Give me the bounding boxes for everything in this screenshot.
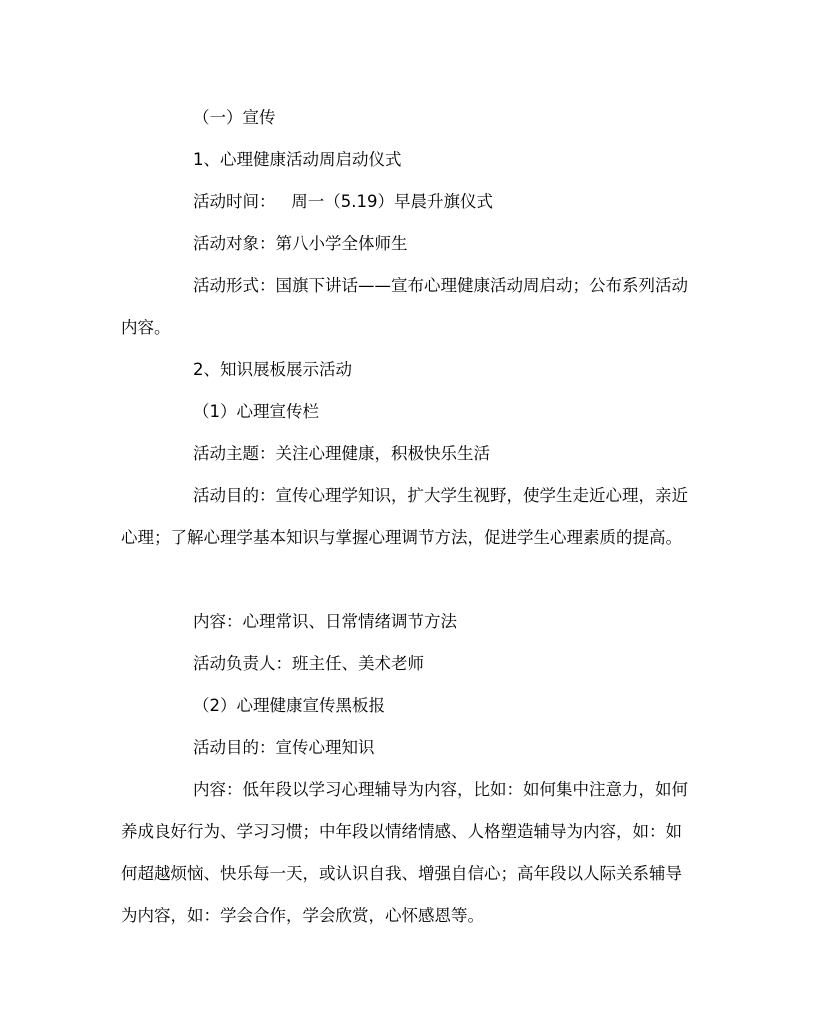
activity-target-line: 活动对象：第八小学全体师生 [193,234,408,253]
subheading-blackboard-newspaper: （2）心理健康宣传黑板报 [193,696,385,715]
activity-purpose-line-2: 活动目的：宣传心理知识 [193,738,375,757]
content-paragraph-grades: 内容：低年段以学习心理辅导为内容，比如：如何集中注意力，如何养成良好行为、学习习惯；中年段以情绪情感、人格塑造辅导为内容，如：如何超越烦恼、快乐每一天，或认识自我、增强自信心；高年段以人际关系辅导为内容，如：学会合作，学会欣赏，心怀感恩等。 [121,780,688,925]
subheading-psychology-board: （1）心理宣传栏 [193,402,319,421]
activity-purpose-paragraph: 活动目的：宣传心理学知识，扩大学生视野，使学生走近心理，亲近心理；了解心理学基本知识与掌握心理调节方法，促进学生心理素质的提高。 [121,486,688,547]
item-heading-display-boards: 2、知识展板展示活动 [193,360,352,379]
content-line: 内容：心理常识、日常情绪调节方法 [193,612,457,631]
section-heading-publicity: （一）宣传 [193,108,276,127]
activity-format-paragraph: 活动形式：国旗下讲话——宣布心理健康活动周启动；公布系列活动内容。 [121,276,688,337]
item-heading-launch-ceremony: 1、心理健康活动周启动仪式 [193,150,402,169]
activity-time-line: 活动时间： 周一（5.19）早晨升旗仪式 [193,192,493,211]
activity-theme-line: 活动主题：关注心理健康，积极快乐生活 [193,444,490,463]
person-in-charge-line: 活动负责人：班主任、美术老师 [193,654,424,673]
